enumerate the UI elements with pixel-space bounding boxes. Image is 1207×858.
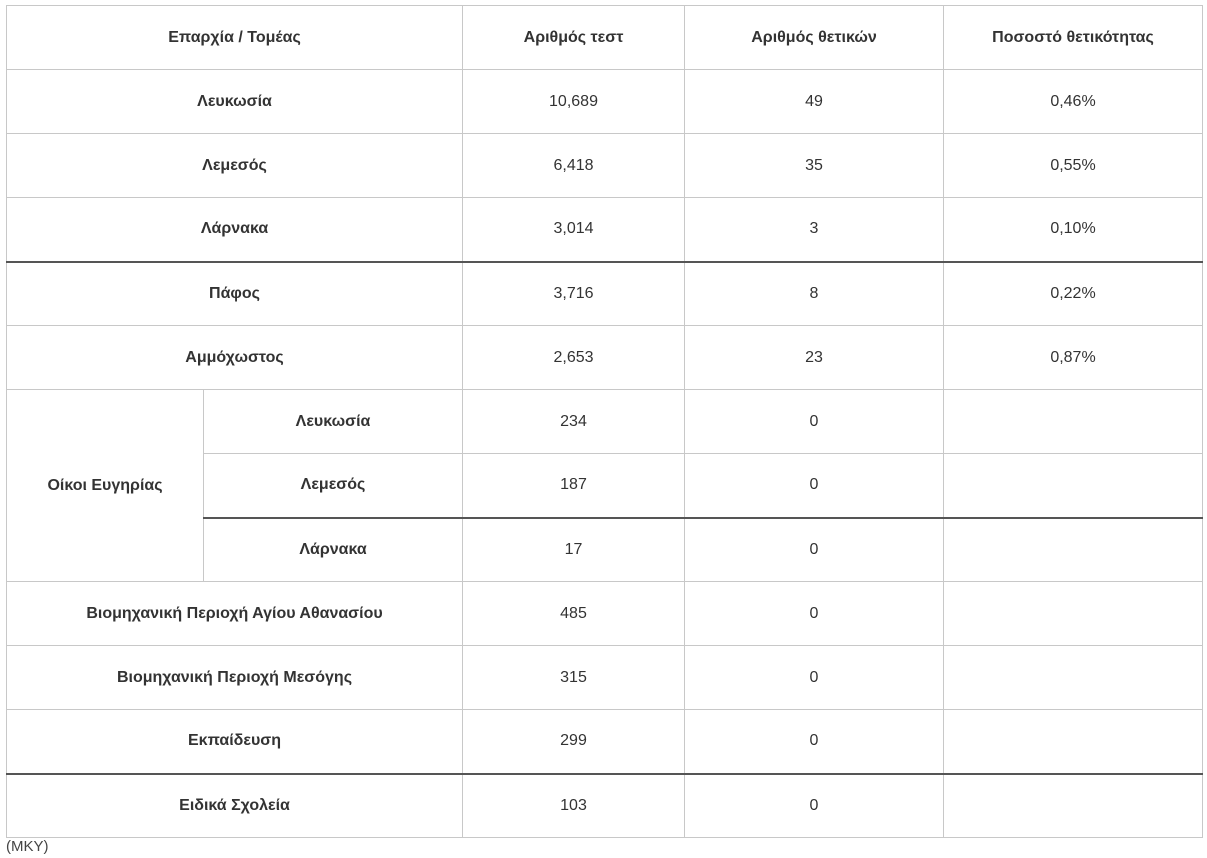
row-tests: 3,014: [463, 198, 685, 262]
header-positives: Αριθμός θετικών: [685, 6, 944, 70]
row-rate: 0,55%: [944, 134, 1203, 198]
row-label: Λάρνακα: [7, 198, 463, 262]
group-label: Οίκοι Ευγηρίας: [7, 390, 204, 582]
row-tests: 17: [463, 518, 685, 582]
row-positives: 0: [685, 646, 944, 710]
row-rate: [944, 774, 1203, 838]
table-row: [7, 134, 1203, 198]
subrow-label: Λευκωσία: [204, 390, 463, 454]
table-row: [7, 326, 1203, 390]
table-row: [7, 710, 1203, 774]
table-row: [7, 262, 1203, 326]
row-positives: 8: [685, 262, 944, 326]
row-rate: [944, 646, 1203, 710]
row-tests: 315: [463, 646, 685, 710]
row-rate: 0,10%: [944, 198, 1203, 262]
subrow-label: Λεμεσός: [204, 454, 463, 518]
row-rate: 0,22%: [944, 262, 1203, 326]
row-tests: 103: [463, 774, 685, 838]
row-tests: 10,689: [463, 70, 685, 134]
table-row: [7, 390, 1203, 454]
row-label: Εκπαίδευση: [7, 710, 463, 774]
header-tests: Αριθμός τεστ: [463, 6, 685, 70]
row-rate: [944, 454, 1203, 518]
row-tests: 6,418: [463, 134, 685, 198]
row-label: Ειδικά Σχολεία: [7, 774, 463, 838]
header-rate: Ποσοστό θετικότητας: [944, 6, 1203, 70]
row-positives: 0: [685, 454, 944, 518]
row-positives: 0: [685, 390, 944, 454]
row-label: Βιομηχανική Περιοχή Μεσόγης: [7, 646, 463, 710]
row-positives: 35: [685, 134, 944, 198]
row-positives: 0: [685, 518, 944, 582]
row-tests: 2,653: [463, 326, 685, 390]
row-label: Βιομηχανική Περιοχή Αγίου Αθανασίου: [7, 582, 463, 646]
row-rate: [944, 582, 1203, 646]
table-row: [7, 198, 1203, 262]
row-label: Αμμόχωστος: [7, 326, 463, 390]
subrow-label: Λάρνακα: [204, 518, 463, 582]
header-district: Επαρχία / Τομέας: [7, 6, 463, 70]
row-tests: 3,716: [463, 262, 685, 326]
row-positives: 49: [685, 70, 944, 134]
table-header-row: [7, 6, 1203, 70]
row-positives: 3: [685, 198, 944, 262]
row-label: Λευκωσία: [7, 70, 463, 134]
source-caption: (ΜΚΥ): [6, 838, 49, 855]
row-tests: 187: [463, 454, 685, 518]
table-row: [7, 70, 1203, 134]
row-tests: 485: [463, 582, 685, 646]
row-rate: 0,46%: [944, 70, 1203, 134]
row-positives: 23: [685, 326, 944, 390]
row-rate: 0,87%: [944, 326, 1203, 390]
row-positives: 0: [685, 710, 944, 774]
row-positives: 0: [685, 582, 944, 646]
row-label: Πάφος: [7, 262, 463, 326]
row-tests: 299: [463, 710, 685, 774]
table-row: [7, 646, 1203, 710]
row-rate: [944, 518, 1203, 582]
row-label: Λεμεσός: [7, 134, 463, 198]
row-tests: 234: [463, 390, 685, 454]
row-rate: [944, 710, 1203, 774]
table-row: [7, 582, 1203, 646]
table-row: [7, 774, 1203, 838]
row-rate: [944, 390, 1203, 454]
row-positives: 0: [685, 774, 944, 838]
data-table: [6, 5, 1203, 838]
